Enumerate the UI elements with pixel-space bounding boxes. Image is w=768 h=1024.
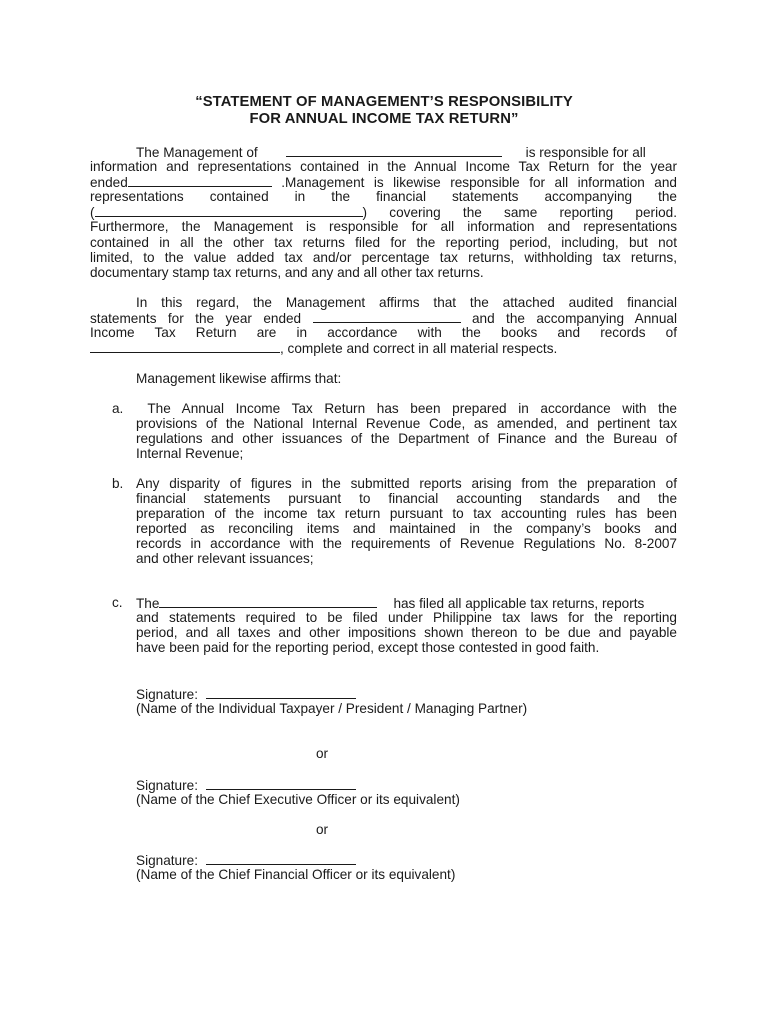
taxpayer-name-blank: [159, 595, 377, 608]
item-line: Any disparity of figures in the submitted reports arising from the preparation of: [136, 476, 677, 491]
item-line: regulations and other issuances of the Department of Finance and the Bureau of: [136, 431, 677, 447]
signature-line: [206, 852, 356, 865]
paragraph-line: [90, 340, 677, 355]
item-a-label: a.: [112, 401, 124, 416]
item-line: reported as reconciling items and maintained in the company’s books and: [136, 521, 677, 537]
item-c-label: c.: [112, 595, 123, 610]
responsibility-paragraph: [90, 144, 677, 280]
paragraph-line: limited, to the value added tax and/or percentage tax returns, withholding tax returns,: [90, 249, 677, 265]
item-line: The Annual Income Tax Return has been prepared in accordance with the: [136, 401, 677, 416]
paragraph-line: documentary stamp tax returns, and any and all other tax returns.: [90, 264, 484, 280]
paragraph-text: statements for the year ended: [90, 311, 302, 327]
paragraph-text: is responsible for all: [525, 145, 646, 160]
paragraph-line: In this regard, the Management affirms that the attached audited financial: [136, 295, 677, 310]
item-line: Internal Revenue;: [136, 446, 244, 462]
paragraph-line: contained in all the other tax returns filed for the reporting period, including, but not: [90, 234, 677, 250]
paragraph-text: The Management of: [136, 145, 258, 160]
item-line: [136, 595, 677, 610]
item-line: and statements required to be filed under Philippine tax laws for the reporting: [136, 610, 677, 626]
item-text: has filed all applicable tax returns, reports: [393, 596, 645, 611]
paragraph-line: [90, 144, 677, 159]
paragraph-line: [90, 310, 677, 325]
signature-block-3: [136, 852, 356, 868]
paragraph-text: , complete and correct in all material respects.: [280, 341, 558, 357]
paragraph-line: [90, 204, 677, 219]
paragraph-text: and the accompanying Annual: [471, 311, 678, 327]
signature-label: Signature:: [136, 778, 198, 793]
or-separator: or: [316, 746, 329, 761]
paragraph-line: Income Tax Return are in accordance with the books and records of: [90, 325, 677, 341]
item-line: have been paid for the reporting period, except those contested in good faith.: [136, 640, 600, 656]
signature-label: Signature:: [136, 687, 198, 702]
item-text: The: [136, 596, 160, 611]
signature-label: Signature:: [136, 853, 198, 868]
signatory-name-3: (Name of the Chief Financial Officer or its equivalent): [136, 867, 456, 882]
audited-year-blank: [313, 310, 461, 323]
paragraph-line: Furthermore, the Management is responsible for all information and representations: [90, 219, 677, 235]
affirms-intro: Management likewise affirms that:: [136, 371, 342, 386]
document-title-line-2: FOR ANNUAL INCOME TAX RETURN”: [249, 111, 519, 127]
paragraph-line: representations contained in the financial statements accompanying the: [90, 189, 677, 205]
company-name-blank: [286, 144, 502, 157]
financial-statements-blank: [95, 204, 363, 217]
item-b-body: [136, 476, 677, 567]
item-a-body: [136, 401, 677, 461]
item-b-label: b.: [112, 476, 124, 491]
item-line: financial statements pursuant to financial accounting standards and the: [136, 491, 677, 507]
item-line: provisions of the National Internal Revenue Code, as amended, and pertinent tax: [136, 416, 677, 432]
year-ended-blank: [128, 174, 272, 187]
item-c-body: [136, 595, 677, 655]
paragraph-text: ) covering the same reporting period.: [362, 205, 677, 221]
item-line: preparation of the income tax return pursuant to tax accounting rules has been: [136, 506, 677, 522]
or-separator: or: [316, 822, 329, 837]
signature-block-1: [136, 686, 356, 702]
signatory-name-2: (Name of the Chief Executive Officer or its equivalent): [136, 792, 460, 807]
books-owner-blank: [90, 340, 280, 353]
signature-line: [206, 777, 356, 790]
document-title-line-1: “STATEMENT OF MANAGEMENT’S RESPONSIBILITY: [195, 94, 573, 110]
item-line: period, and all taxes and other impositions shown thereon to be due and payable: [136, 625, 677, 641]
paragraph-text: .Management is likewise responsible for all information and: [281, 175, 677, 191]
paragraph-text: (: [90, 205, 95, 221]
paragraph-line: information and representations contained in the Annual Income Tax Return for the year: [90, 159, 677, 175]
paragraph-line: [90, 174, 677, 189]
paragraph-text: ended: [90, 175, 128, 191]
item-line: records in accordance with the requirements of Revenue Regulations No. 8-2007: [136, 536, 677, 552]
signature-line: [206, 686, 356, 699]
signature-block-2: [136, 777, 356, 793]
item-line: and other relevant issuances;: [136, 551, 314, 567]
affirmation-paragraph: [90, 295, 677, 355]
signatory-name-1: (Name of the Individual Taxpayer / President / Managing Partner): [136, 701, 528, 716]
